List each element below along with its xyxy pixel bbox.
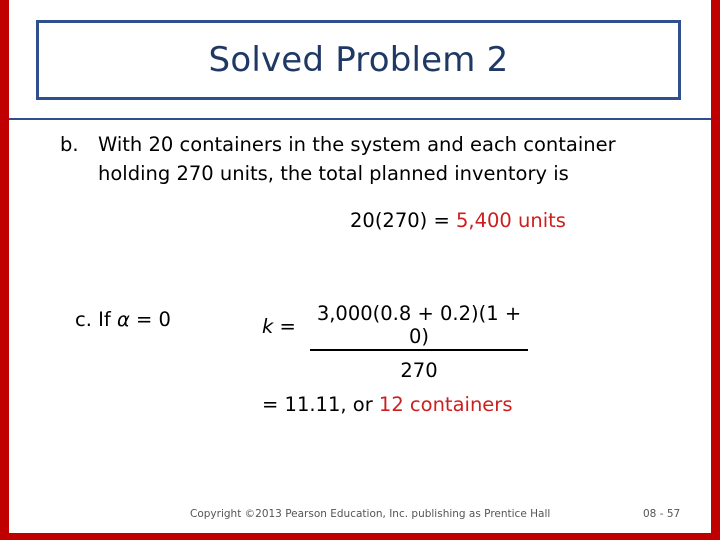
alpha-symbol: α xyxy=(116,308,130,331)
containers-result-left: = 11.11, or xyxy=(262,393,379,416)
k-equals-sign: = xyxy=(273,315,296,338)
title-box xyxy=(36,20,681,100)
part-b-marker: b. xyxy=(60,133,79,156)
k-equals xyxy=(262,315,296,338)
k-variable: k xyxy=(262,315,274,338)
inventory-equation-result: 5,400 units xyxy=(455,209,566,232)
inventory-equation-left: 20(270) = xyxy=(350,209,456,232)
part-b-text-1: With 20 containers in the system and each container xyxy=(98,133,616,156)
containers-result xyxy=(262,393,512,416)
title-divider xyxy=(9,118,711,120)
page-number: 08 - 57 xyxy=(643,508,681,520)
part-c-suffix: = 0 xyxy=(129,308,171,331)
slide-frame-left xyxy=(0,0,9,540)
copyright-footer: Copyright ©2013 Pearson Education, Inc. publishing as Prentice Hall xyxy=(190,508,551,520)
part-b-line-1 xyxy=(60,133,616,156)
slide-title: Solved Problem 2 xyxy=(208,40,509,80)
k-fraction xyxy=(310,302,528,382)
part-b-line-2: holding 270 units, the total planned inventory is xyxy=(98,162,569,185)
slide-frame-bottom xyxy=(0,533,720,540)
part-c-prefix: c. If xyxy=(75,308,117,331)
slide-frame-right xyxy=(711,0,720,540)
containers-result-highlight: 12 containers xyxy=(378,393,513,416)
part-c-label xyxy=(75,308,171,331)
inventory-equation xyxy=(350,209,566,232)
fraction-numerator: 3,000(0.8 + 0.2)(1 + 0) xyxy=(310,302,528,351)
fraction-denominator: 270 xyxy=(400,359,438,382)
